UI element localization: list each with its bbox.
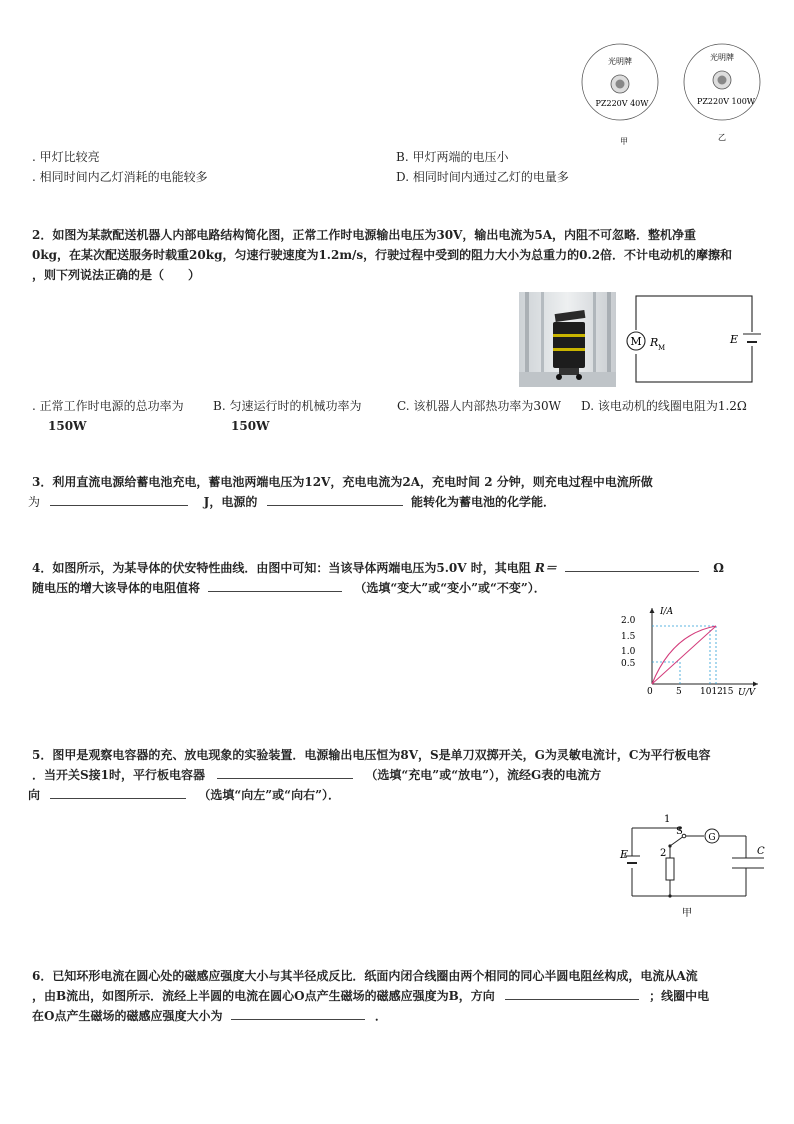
bulb-b-drawing	[680, 40, 766, 148]
bulb-a-brand: 光明牌	[608, 57, 632, 66]
q12-option-a-value: 150W	[48, 419, 87, 433]
capacitor-circuit-diagram	[618, 810, 764, 920]
q14-stem-line2	[32, 578, 546, 598]
q11-option-a: . 甲灯比较亮	[32, 150, 100, 164]
graph-y-label: I/A	[660, 607, 674, 617]
q15-pos1-label: 1	[664, 814, 671, 825]
graph-x-tick-10-12: 1012	[700, 687, 723, 697]
robot-photo	[519, 292, 616, 387]
q15-meter-label: G	[708, 833, 716, 843]
q14-resistance-eq: R＝	[534, 561, 557, 575]
q15-text-b: （选填“充电”或“放电”），流经G表的电流方	[365, 768, 602, 782]
q15-cap-label: C	[757, 846, 765, 857]
q16-stem-line1: 6．已知环形电流在圆心处的磁感应强度大小与其半径成反比．纸面内闭合线圈由两个相同的同心半圆电阻丝构成，电流从A流	[32, 969, 698, 983]
q12-option-b-value: 150W	[231, 419, 270, 433]
iv-curve-drawing	[618, 604, 758, 698]
q14-unit: Ω	[713, 561, 724, 575]
q12-option-d: D. 该电动机的线圈电阻为1.2Ω	[581, 399, 747, 413]
bulb-b-brand: 光明牌	[710, 53, 734, 62]
q16-text-b: ；线圈中电	[649, 989, 710, 1003]
iv-curve-graph	[618, 604, 758, 698]
q12-stem-line1: 2．如图为某款配送机器人内部电路结构简化图，正常工作时电源输出电压为30V，输出电流为5A，内阻不可忽略．整机净重	[32, 228, 697, 242]
q16-text-d: ．	[374, 1009, 387, 1023]
q15-stem-line3	[27, 785, 340, 805]
graph-y-tick-2: 2.0	[621, 616, 636, 626]
q15-switch-label: S	[676, 826, 683, 837]
capacitor-circuit-drawing	[618, 810, 764, 920]
bulb-b-caption: 乙	[718, 133, 726, 142]
robot-photo-drawing	[519, 292, 616, 387]
robot-circuit-drawing	[624, 292, 756, 386]
bulb-b-rating: PZ220V 100W	[696, 97, 756, 106]
q11-option-c: . 相同时间内乙灯消耗的电能较多	[32, 170, 208, 184]
q14-blank-resistance[interactable]	[565, 559, 699, 572]
q13-stem-line1: 3．利用直流电源给蓄电池充电，蓄电池两端电压为12V，充电电流为2A，充电时间 2 分钟，则充电过程中电流所做	[32, 475, 653, 489]
q15-text-c: （选填“向左”或“向右”）．	[198, 788, 340, 802]
graph-y-tick-1: 1.0	[621, 647, 636, 657]
q15-text-a: ．当开关S接1时，平行板电容器	[32, 768, 206, 782]
q16-text-a: ，由B流出，如图所示．流经上半圆的电流在圆心O点产生磁场的磁感应强度为B，方向	[32, 989, 495, 1003]
q12-option-c: C. 该机器人内部热功率为30W	[397, 399, 561, 413]
q15-stem-line2	[32, 765, 601, 785]
q14-blank-trend[interactable]	[208, 579, 342, 592]
q15-source-label: E	[620, 848, 629, 861]
q15-blank-charge[interactable]	[217, 766, 353, 779]
q16-blank-magnitude[interactable]	[231, 1007, 365, 1020]
q16-text-c: 在O点产生磁场的磁感应强度大小为	[32, 1009, 223, 1023]
graph-x-tick-0: 0	[647, 687, 653, 697]
graph-x-label: U/V	[738, 688, 756, 698]
q13-stem-line2	[27, 492, 556, 512]
q12-option-b-label: B. 匀速运行时的机械功率为	[213, 399, 362, 413]
q15-prefix: 向	[27, 788, 40, 802]
q16-stem-line2	[32, 986, 709, 1006]
robot-circuit-diagram	[624, 292, 756, 386]
motor-resistance-label: R	[650, 336, 659, 349]
q13-blank-energy[interactable]	[267, 493, 403, 506]
q16-stem-line3	[32, 1006, 387, 1026]
q12-option-a-label: . 正常工作时电源的总功率为	[32, 399, 184, 413]
graph-y-tick-15: 1.5	[621, 632, 636, 642]
q13-blank-work[interactable]	[50, 493, 188, 506]
motor-label: M	[630, 335, 642, 348]
q12-stem-line2: 0kg，在某次配送服务时载重20kg，匀速行驶速度为1.2m/s，行驶过程中受到的阻力大小为总重力的0.2倍．不计电动机的摩擦和	[32, 248, 733, 262]
q15-pos2-label: 2	[660, 848, 667, 859]
motor-resistance-subscript: M	[658, 344, 666, 352]
q15-stem-line1: 5．图甲是观察电容器的充、放电现象的实验装置．电源输出电压恒为8V，S是单刀双掷开关，G为灵敏电流计，C为平行板电容	[32, 748, 711, 762]
q15-caption: 甲	[682, 908, 692, 919]
q14-text-line1: 4．如图所示，为某导体的伏安特性曲线．由图中可知：当该导体两端电压为5.0V 时，其电阻	[32, 561, 531, 575]
bulb-a-drawing	[578, 40, 664, 148]
q11-option-d: D. 相同时间内通过乙灯的电量多	[396, 170, 569, 184]
graph-x-tick-15: 15	[722, 687, 734, 697]
bulb-figure-a	[578, 40, 664, 148]
q11-option-b: B. 甲灯两端的电压小	[396, 150, 509, 164]
q12-stem-line3: ，则下列说法正确的是（ ）	[32, 268, 201, 282]
bulb-a-rating: PZ220V 40W	[595, 99, 649, 108]
q14-text-b: （选填“变大”或“变小”或“不变”）．	[354, 581, 546, 595]
q13-text-a: J，电源的	[203, 495, 258, 509]
q15-blank-direction[interactable]	[50, 786, 186, 799]
q16-blank-direction[interactable]	[505, 987, 639, 1000]
graph-x-tick-5: 5	[676, 687, 682, 697]
q13-prefix: 为	[27, 495, 40, 509]
q14-text-a: 随电压的增大该导体的电阻值将	[32, 581, 201, 595]
bulb-a-caption: 甲	[620, 137, 628, 146]
bulb-figure-b	[680, 40, 766, 148]
q13-text-b: 能转化为蓄电池的化学能．	[411, 495, 556, 509]
source-label: E	[730, 333, 739, 346]
graph-y-tick-05: 0.5	[621, 659, 636, 669]
q14-stem-line1	[32, 558, 724, 578]
